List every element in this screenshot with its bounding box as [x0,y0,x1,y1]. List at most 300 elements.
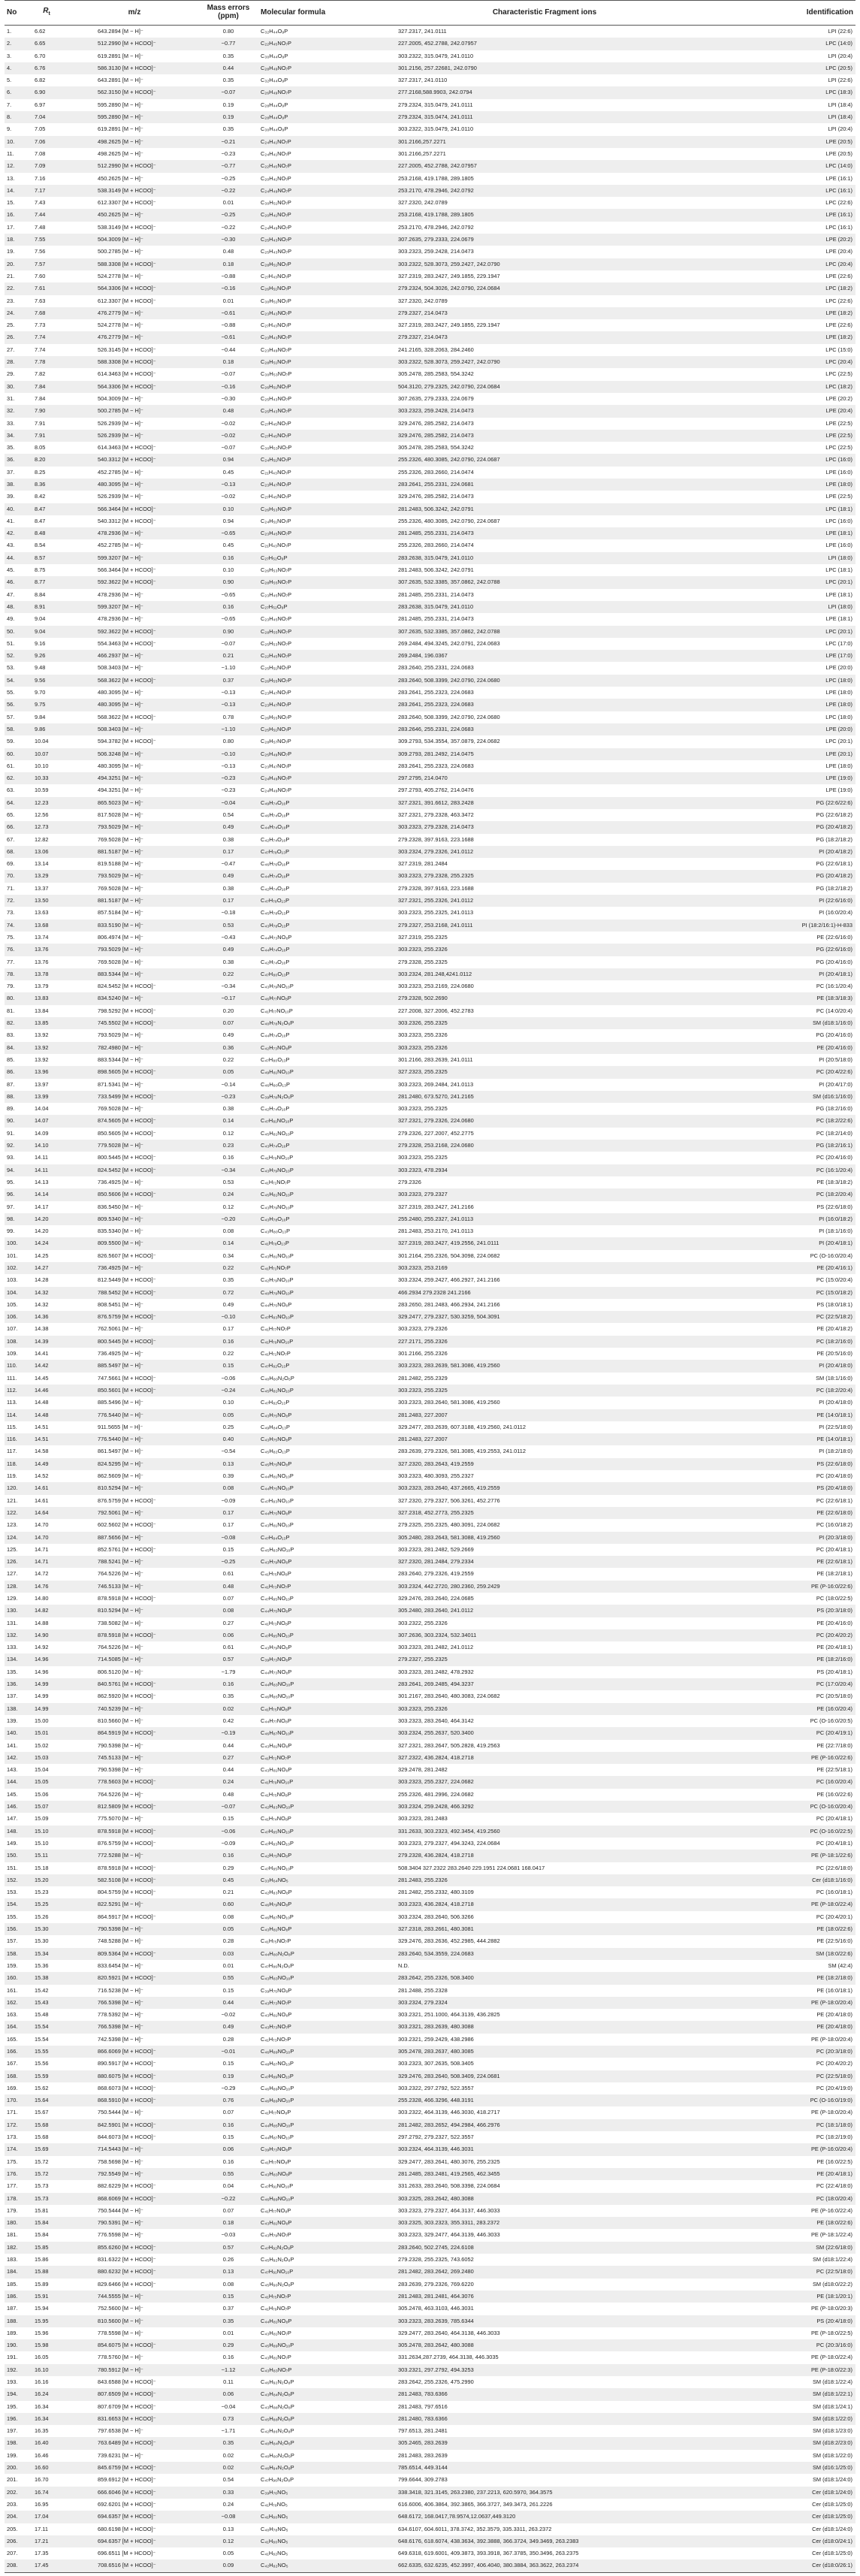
molecular-formula: C₄₂H₇₉NO₁₀P [261,1276,294,1284]
fragment-ions: 281.2480, 673.5270, 241.2165 [353,1091,736,1103]
mz-value: 776.5440 [M − H]⁻ [71,1409,198,1421]
retention-time: 15.84 [23,2217,71,2229]
mass-error: −0.08 [198,2511,258,2523]
fragment-ions: 303.2325, 303.2323, 355.3311, 283.2372 [353,2217,736,2229]
mz-value: 512.2990 [M + HCOO]⁻ [71,38,198,50]
retention-time: 15.68 [35,2134,49,2141]
mz-value: 478.2936 [M − H]⁻ [98,615,143,623]
mass-error: 0.24 [198,1776,258,1788]
fragment-ions: 331.2633, 303.2323, 492.3454, 419.2560 [353,1826,736,1838]
mz-value: 764.5226 [M − H]⁻ [98,1644,143,1651]
row-number: 88. [5,1091,23,1103]
table-row [5,1397,855,1409]
fragment-ions: 279.2328, 253.2168, 224.0680 [353,1140,736,1152]
retention-time: 14.42 [23,1360,71,1372]
header-retention-time: $R_t$ [23,1,71,26]
identification: PE (20:4/18:1) [816,1644,852,1651]
molecular-formula: C₄₃H₇₈O₁₀P [258,1213,353,1225]
fragment-ions: 329.2477, 283.2641, 480.3076, 255.2325 [398,2158,500,2165]
mz-value: 500.2785 [M − H]⁻ [71,405,198,417]
molecular-formula: C₄₃H₇₉NO₁₀P [258,1164,353,1176]
identification: LPE (16:1) [825,174,852,182]
row-number: 64. [5,797,23,809]
mass-error: 0.03 [198,1948,258,1960]
mz-value: 733.5499 [M + HCOO]⁻ [71,1091,198,1103]
mz-value: 826.5607 [M + HCOO]⁻ [98,1252,156,1259]
retention-time: 15.05 [23,1776,71,1788]
table-row [5,258,855,270]
row-number: 7. [7,101,12,108]
retention-time: 15.18 [35,1864,49,1871]
molecular-formula: C₃₀H₅₁NO₇P [261,199,291,207]
fragment-ions: 279.2326 [398,1178,421,1185]
mass-error: −0.77 [198,160,258,172]
mass-error: 0.20 [222,1007,234,1014]
retention-time: 13.76 [35,958,49,965]
fragment-ions: 327.2320, 279.2327, 506.3261, 452.2776 [398,1496,500,1504]
retention-time: 15.34 [23,1948,71,1960]
identification: LPE (16:1) [736,209,855,221]
mz-value: 666.6046 [M + HCOO]⁻ [71,2487,198,2499]
mass-error: 0.55 [198,2168,258,2180]
mz-value: 746.5133 [M − H]⁻ [71,1581,198,1593]
identification: PE (16:0/20:4) [736,1703,855,1715]
fragment-ions: 303.2323, 307.2635, 508.3405 [398,2060,474,2067]
molecular-formula: C₂₃H₄₇NO₇P [258,699,353,711]
table-row [5,552,855,564]
mz-value: 822.5291 [M − H]⁻ [71,1898,198,1910]
mass-error: 0.04 [222,2182,234,2190]
row-number: 76. [5,944,23,956]
mz-value: 824.5452 [M + HCOO]⁻ [98,983,156,990]
molecular-formula: C₂₁H₄₃NO₇P [261,542,291,549]
row-number: 120. [5,1482,23,1494]
molecular-formula: C₄₄H₈₁NO₁₀P [261,1472,294,1480]
molecular-formula: C₄₃H₇₅NO₈P [258,1433,353,1445]
fragment-ions: 281.2485, 255.2331, 214.0473 [398,615,474,623]
table-row [5,1923,855,1935]
row-number: 47. [7,590,15,598]
retention-time: 15.54 [35,2035,49,2043]
mz-value: 480.3095 [M − H]⁻ [71,479,198,491]
table-row [5,1299,855,1311]
mz-value: 526.3145 [M + HCOO]⁻ [98,346,156,353]
row-number: 68. [5,846,23,858]
row-number: 77. [7,958,15,965]
mass-error: 0.24 [198,1188,258,1200]
mz-value: 866.6069 [M + HCOO]⁻ [71,2046,198,2058]
mz-value: 812.5449 [M + HCOO]⁻ [98,1276,156,1284]
table-row [5,1568,855,1580]
mz-value: 779.5028 [M − H]⁻ [71,1140,198,1152]
mz-value: 766.5398 [M − H]⁻ [71,2021,198,2033]
table-row [5,1653,855,1665]
row-number: 85. [7,1055,15,1063]
mz-value: 778.5760 [M − H]⁻ [98,2354,143,2361]
mz-value: 833.6454 [M − H]⁻ [98,1961,143,1969]
mass-error: 0.05 [198,1409,258,1421]
fragment-ions: 301.2166, 255.2326 [398,1350,448,1357]
retention-time: 8.47 [23,503,71,515]
molecular-formula: C₄₂H₈₃NO₈P [261,1889,292,1896]
molecular-formula: C₄₂H₈₆N₂O₈P [261,2427,294,2435]
header-identification: Identification [736,1,855,26]
mz-value: 776.5598 [M − H]⁻ [98,2231,143,2239]
identification: LPC (18:0) [736,675,855,687]
molecular-formula: C₄₉H₈₁NO₁₀P [258,1066,353,1078]
molecular-formula: C₄₄H₈₅NO₁₀P [258,2119,353,2131]
molecular-formula: C₄₃H₇₈O₁₃P [258,920,353,932]
identification: PC (20:4/20:1) [816,1913,852,1920]
table-row [5,270,855,282]
fragment-ions: 281.2483, 506.3242, 242.0791 [353,503,736,515]
row-number: 63. [7,787,15,794]
row-number: 50. [5,626,23,638]
molecular-formula: C₄₄H₇₄O₁₀P [258,944,353,956]
row-number: 143. [7,1766,18,1774]
identification: PE (22:5/18:1) [816,1766,852,1774]
mz-value: 450.2625 [M − H]⁻ [98,174,143,182]
fragment-ions: 255.2326, 481.2996, 224.0682 [398,1790,474,1798]
row-number: 138. [5,1703,23,1715]
fragment-ions: 283.2640, 279.2326, 419.2559 [398,1570,474,1578]
mass-error: −0.20 [198,1213,258,1225]
mz-value: 807.6509 [M + HCOO]⁻ [71,2388,198,2400]
molecular-formula: C₄₁H₇₄NO₈P [261,1815,291,1823]
identification: LPE (20:0) [825,664,852,672]
molecular-formula: C₄₄H₈₁NO₈P [258,2315,353,2327]
retention-time: 15.26 [35,1913,49,1920]
row-number: 44. [5,552,23,564]
table-row [5,173,855,185]
row-number: 86. [5,1066,23,1078]
retention-time: 17.21 [23,2535,71,2547]
mz-value: 862.5920 [M + HCOO]⁻ [98,1693,156,1700]
row-number: 202. [5,2487,23,2499]
identification: LPE (22:6) [825,322,852,329]
identification: PC (16:1/20:4) [816,983,852,990]
mass-error: 0.22 [222,1350,234,1357]
row-number: 195. [7,2402,18,2410]
mass-error: 0.15 [222,1545,234,1553]
identification: PG (20:4/18:2) [736,821,855,833]
identification: LPI (18:0) [736,552,855,564]
fragment-ions: 279.2328, 397.9163, 223.1688 [398,884,474,892]
header-mz: m/z [71,1,198,26]
mass-error: 0.15 [198,2291,258,2303]
retention-time: 15.36 [35,1961,49,1969]
identification: LPE (18:0) [825,689,852,696]
identification: PI (22:6/16:0) [736,895,855,907]
molecular-formula: C₄₂H₈₂NO₅ [258,2559,353,2572]
mz-value: 788.5452 [M + HCOO]⁻ [71,1287,198,1299]
retention-time: 14.71 [35,1545,49,1553]
row-number: 208. [5,2559,23,2572]
row-number: 200. [5,2462,23,2474]
retention-time: 17.04 [23,2511,71,2523]
molecular-formula: C₄₇H₈₂O₁₃P [258,1360,353,1372]
identification: PG (22:6/18:1) [816,860,852,868]
mass-error: 0.13 [222,2525,234,2532]
table-row [5,307,855,319]
retention-time: 10.33 [23,772,71,784]
table-row [5,1678,855,1690]
row-number: 23. [7,297,15,304]
retention-time: 6.82 [35,77,46,84]
retention-time: 6.65 [23,38,71,50]
molecular-formula: C₂₄H₅₁NO₇P [258,454,353,466]
molecular-formula: C₄₁H₇₇NO₈P [261,2109,291,2116]
header-no: No [5,1,23,26]
identification: LPE (18:0) [736,699,855,711]
fragment-ions: 303.2322, 528.3073, 259.2427, 242.0790 [353,356,736,368]
fragment-ions: 303.2323, 269.2484, 241.0113 [398,1080,474,1088]
row-number: 157. [7,1937,18,1945]
molecular-formula: C₂₅H₄₃NO₇P [261,394,292,402]
fragment-ions: 329.2476, 283.2640, 224.0685 [398,1595,474,1602]
molecular-formula: C₄₁H₇₇NO₈P [261,2158,291,2165]
fragment-ions: 279.2327, 255.2325 [353,1653,736,1665]
mass-error: 0.49 [198,944,258,956]
retention-time: 14.70 [35,1521,49,1529]
fragment-ions: 305.2478, 283.2642, 480.3088 [353,2339,736,2351]
mz-value: 868.6069 [M + HCOO]⁻ [71,2193,198,2205]
table-row [5,1225,855,1237]
molecular-formula: C₄₁H₇₁NO₇P [258,1262,353,1274]
identification: LPI (18:4) [736,111,855,123]
mz-value: 592.3622 [M + HCOO]⁻ [71,576,198,588]
molecular-formula: C₄₃H₈₁NO₈P [258,1923,353,1935]
fragment-ions: 303.2323, 281.2482, 529.2669 [398,1545,474,1553]
molecular-formula: C₃₀H₄₄O₉P [261,52,288,59]
molecular-formula: C₄₃H₈₁NO₁₀P [261,1252,294,1259]
retention-time: 13.14 [35,860,49,868]
fragment-ions: 253.2168, 419.1788, 289.1805 [353,209,736,221]
fragment-ions: 327.2321, 279.2328, 463.3472 [398,811,474,818]
table-row [5,2205,855,2217]
retention-time: 8.54 [35,542,46,549]
retention-time: 15.95 [23,2315,71,2327]
molecular-formula: C₄₃H₇₃NO₇P [258,2021,353,2033]
table-row [5,613,855,625]
table-row [5,74,855,86]
fragment-ions: 279.2324, 315.0479, 241.0111 [398,101,473,108]
molecular-formula: C₄₁H₇₅NO₈P [258,1703,353,1715]
retention-time: 14.28 [35,1276,49,1284]
molecular-formula: C₄₂H₇₄O₁₀P [261,958,290,965]
identification: SM (d18:2/23:0) [736,2437,855,2449]
table-row [5,589,855,601]
identification: PE (P-18:0/22:5) [810,2329,852,2336]
fragment-ions: 303.2323, 259.2428, 214.0473 [353,405,736,417]
mass-error: 0.12 [198,2535,258,2547]
retention-time: 7.43 [35,199,46,207]
fragment-ions: 329.2476, 285.2582, 214.0473 [398,419,474,427]
table-row [5,1458,855,1470]
row-number: 190. [5,2339,23,2351]
fragment-ions: 303.2323, 255.2325, 241.0113 [398,909,474,917]
molecular-formula: C₂₈H₄₉NO₇P [258,62,353,74]
mz-value: 806.4974 [M − H]⁻ [98,933,143,941]
mass-error: 0.16 [222,1154,234,1161]
mass-error: −1.10 [221,664,236,672]
row-number: 144. [5,1776,23,1788]
molecular-formula: C₂₇H₄₅NO₇P [261,493,291,500]
identification: PS (20:3/18:0) [736,1605,855,1617]
row-number: 178. [5,2193,23,2205]
identification: PC (22:5/18:2) [736,1311,855,1323]
mz-value: 592.3622 [M + HCOO]⁻ [71,626,198,638]
identification: LPE (22:5) [825,419,852,427]
retention-time: 13.68 [23,920,71,932]
identification: PC (20:4/18:0) [816,1472,852,1480]
lipid-identification-table [5,0,855,2573]
fragment-ions: 303.2323, 255.2325 [398,1105,448,1113]
table-row [5,2401,855,2413]
retention-time: 14.88 [35,1619,49,1626]
mass-error: −0.61 [198,331,258,343]
mass-error: 0.19 [198,111,258,123]
retention-time: 7.84 [35,394,46,402]
fragment-ions: 281.2483, 253.2170, 241.0113 [398,1228,474,1235]
table-row [5,2535,855,2547]
row-number: 31. [7,394,15,402]
table-row [5,1152,855,1164]
mass-error: 0.15 [222,2060,234,2067]
table-row [5,1666,855,1678]
molecular-formula: C₂₈H₅₅NO₇P [258,576,353,588]
fragment-ions: 331.2634,287.2739, 464.3138, 446.3035 [398,2354,499,2361]
mass-error: −0.13 [221,689,236,696]
retention-time: 15.38 [23,1972,71,1984]
mz-value: 758.5698 [M − H]⁻ [98,2158,143,2165]
table-row [5,331,855,343]
row-number: 164. [5,2021,23,2033]
identification: PS (20:4/18:1) [816,1668,852,1675]
mass-error: 0.72 [198,1287,258,1299]
mz-value: 450.2625 [M − H]⁻ [71,209,198,221]
mz-value: 880.6075 [M + HCOO]⁻ [71,2070,198,2082]
row-number: 89. [7,1105,15,1113]
table-row [5,1385,855,1397]
molecular-formula: C₂₅H₅₁NO₇P [258,723,353,735]
molecular-formula: C₄₃H₈₁NO₈P [261,2011,292,2019]
row-number: 160. [5,1972,23,1984]
retention-time: 14.48 [35,1399,49,1406]
molecular-formula: C₄₃H₇₅NO₈P [258,1409,353,1421]
row-number: 9. [7,125,12,133]
molecular-formula: C₂₃H₄₉NO₇P [261,346,292,353]
identification: PC (20:4/18:1) [816,1815,852,1823]
identification: PC (16:0/20:4) [736,1776,855,1788]
molecular-formula: C₂₈H₅₁NO₇P [258,356,353,368]
fragment-ions: 303.2324, 283.2640, 506.3266 [398,1913,474,1920]
fragment-ions: 327.2319, 283.2427, 249.1855, 229.1947 [398,322,500,329]
retention-time: 14.46 [23,1385,71,1397]
molecular-formula: C₄₀H₇₉NO₁₀P [258,1287,353,1299]
fragment-ions: 329.2477, 283.2639, 607.3188, 419.2560, 241.0112 [398,1423,527,1430]
fragment-ions: 305.2480, 283.2643, 581.3088, 419.2560 [353,1532,736,1544]
molecular-formula: C₂₃H₄₅NO₇P [261,590,292,598]
identification: PC (20:4/20:2) [736,1629,855,1641]
mass-error: 0.76 [198,2094,258,2106]
header-mass-errors: Mass errors (ppm) [198,1,258,26]
mz-value: 810.5600 [M − H]⁻ [71,2315,198,2327]
fragment-ions: 329.2476, 285.2582, 214.0473 [353,430,736,442]
table-row [5,1005,855,1017]
row-number: 147. [7,1815,18,1823]
identification: PE (18:3/18:2) [816,1178,852,1185]
row-number: 43. [7,542,15,549]
row-number: 176. [5,2168,23,2180]
fragment-ions: 303.2323, 279.2326 [398,1325,448,1333]
identification: LPC (20:4) [736,356,855,368]
table-row [5,1213,855,1225]
identification: LPE (19:0) [736,772,855,784]
mass-error: −0.08 [198,1532,258,1544]
mass-error: −0.47 [221,860,236,868]
row-number: 112. [5,1385,23,1397]
row-number: 183. [7,2256,18,2263]
mz-value: 840.5761 [M + HCOO]⁻ [71,1678,198,1690]
identification: PC (18:2/14:0) [816,1129,852,1137]
row-number: 207. [7,2550,18,2557]
row-number: 18. [5,234,23,246]
fragment-ions: 281.2482, 283.2642, 269.2480 [353,2266,736,2278]
fragment-ions: 283.2641, 255.2331, 224.0681 [353,479,736,491]
retention-time: 15.73 [35,2182,49,2190]
molecular-formula: C₂₄H₅₁NO₇P [261,517,291,524]
table-row [5,430,855,442]
fragment-ions: 307.2635, 532.3385, 357.0862, 242.0788 [353,626,736,638]
mass-error: 0.09 [198,2559,258,2572]
mz-value: 792.5061 [M − H]⁻ [71,1507,198,1519]
identification: LPE (20:5) [736,136,855,148]
retention-time: 15.91 [23,2291,71,2303]
identification: PE (P-18:0/20:4) [736,1997,855,2009]
row-number: 32. [5,405,23,417]
fragment-ions: 303.2323, 283.2639, 581.3086, 419.2560 [353,1360,736,1372]
identification: PI (20:4/18:1) [736,968,855,980]
mz-value: 494.3251 [M − H]⁻ [71,772,198,784]
mass-error: −0.54 [221,1448,236,1455]
retention-time: 14.80 [35,1595,49,1602]
identification: PE (18:2/18:1) [816,1570,852,1578]
retention-time: 15.98 [23,2339,71,2351]
row-number: 181. [7,2231,18,2239]
molecular-formula: C₂₈H₅₅NO₇P [258,626,353,638]
row-number: 169. [7,2084,18,2091]
mass-error: 0.35 [222,1276,234,1284]
table-row [5,222,855,234]
retention-time: 8.48 [23,527,71,539]
row-number: 113. [7,1399,17,1406]
table-row [5,956,855,968]
table-row [5,601,855,613]
identification: PE (16:0/18:1) [816,1986,852,1994]
molecular-formula: C₄₆H₇₆O₁₀P [261,860,290,868]
retention-time: 14.99 [23,1678,71,1690]
mz-value: 793.5029 [M − H]⁻ [71,821,198,833]
identification: PI (18:2/16:1)-H-833 [736,920,855,932]
retention-time: 13.74 [35,933,49,941]
row-number: 17. [7,223,15,231]
mz-value: 619.2891 [M − H]⁻ [98,125,143,133]
retention-time: 16.60 [23,2462,71,2474]
identification: LPC (14:0) [736,160,855,172]
row-number: 49. [7,615,15,623]
table-row [5,992,855,1004]
